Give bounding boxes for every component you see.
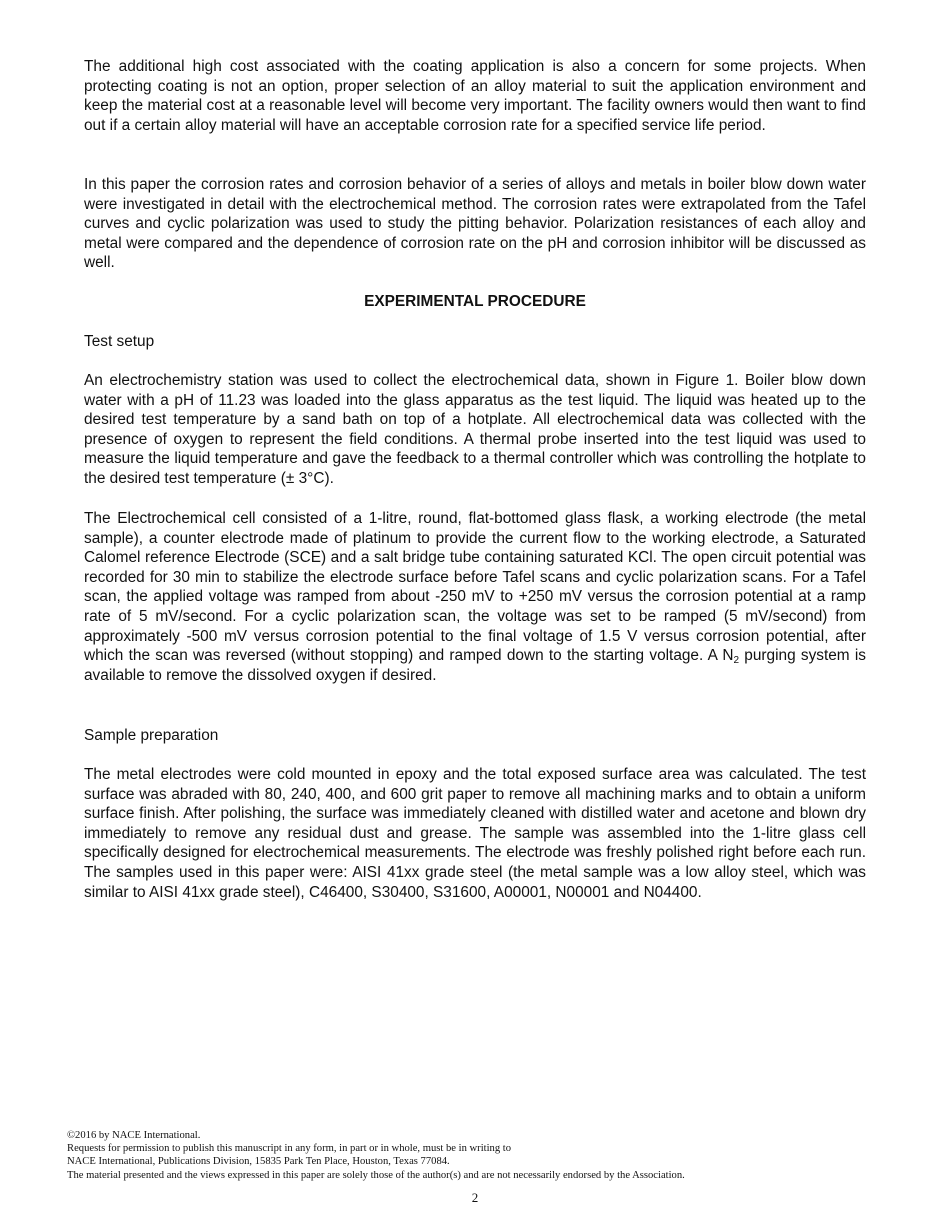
paragraph-text-part: The Electrochemical cell consisted of a 1-litre, round, flat-bottomed glass flask, a working electrode (the metal sample), a counter electrode made of platinum to provide the current flow to the working electrode, a Saturated Calomel reference Electrode (SCE) and a salt bridge tube containing saturated KCl. The open circuit potential was recorded for 30 min to stabilize the electrode surface before Tafel scans and cyclic polarization scans. For a Tafel scan, the applied voltage was ramped from about -250 mV to +250 mV versus the corrosion potential at a ramp rate of 5 mV/second. For a cyclic polarization scan, the voltage was set to be ramped (5 mV/second) from approximately -500 mV versus corrosion potential to the final voltage of 1.5 V versus corrosion potential, after which the scan was reversed (without stopping) and ramped down to the starting voltage. A N: [84, 510, 866, 665]
paragraph-text: [84, 509, 866, 685]
footer-line: ©2016 by NACE International.: [67, 1130, 201, 1141]
paragraph-coating-cost: [84, 57, 866, 135]
paragraph-text-part: purging system is available to remove the dissolved oxygen if desired.: [84, 647, 866, 684]
paragraph-sample-preparation: [84, 765, 866, 902]
page-number: 2: [471, 1190, 479, 1205]
footer-line: The material presented and the views expressed in this paper are solely those of the author(s) and are not necessarily endorsed by the Association.: [67, 1169, 685, 1181]
copyright-footer: [67, 1129, 887, 1182]
paragraph-text: An electrochemistry station was used to collect the electrochemical data, shown in Figure 1. Boiler blow down water with a pH of 11.23 was loaded into the glass apparatus as the test liquid. The liquid was heated up to the desired test temperature by a sand bath on top of a hotplate. All electrochemical data was collected with the presence of oxygen to represent the field conditions. A thermal probe inserted into the test liquid was used to measure the liquid temperature and gave the feedback to a thermal controller which was controlling the hotplate to the desired test temperature (± 3°C).: [84, 372, 866, 487]
paragraph-text: In this paper the corrosion rates and corrosion behavior of a series of alloys and metals in boiler blow down water were investigated in detail with the electrochemical method. The corrosion rates were extrapolated from the Tafel curves and cyclic polarization was used to study the pitting behavior. Polarization resistances of each alloy and metal were compared and the dependence of corrosion rate on the pH and corrosion inhibitor will be discussed as well.: [84, 176, 866, 272]
subheading-sample-preparation: Sample preparation: [84, 727, 219, 744]
footer-line: NACE International, Publications Division, 15835 Park Ten Place, Houston, Texas 77084.: [67, 1156, 450, 1168]
section-heading-experimental: EXPERIMENTAL PROCEDURE: [364, 293, 586, 310]
paragraph-electrochemical-cell: [84, 509, 866, 685]
paragraph-paper-scope: [84, 175, 866, 273]
paragraph-text: The metal electrodes were cold mounted in epoxy and the total exposed surface area was calculated. The test surface was abraded with 80, 240, 400, and 600 grit paper to remove all machining marks and to obtain a uniform surface finish. After polishing, the surface was immediately cleaned with distilled water and acetone and blown dry immediately to remove any residual dust and grease. The sample was assembled into the 1-litre glass cell specifically designed for electrochemical measurements. The electrode was freshly polished right before each run. The samples used in this paper were: AISI 41xx grade steel (the metal sample was a low alloy steel, which was similar to AISI 41xx grade steel), C46400, S30400, S31600, A00001, N00001 and N04400.: [84, 766, 866, 901]
subscript: 2: [733, 655, 740, 667]
paragraph-text: The additional high cost associated with the coating application is also a concern for some projects. When protecting coating is not an option, proper selection of an alloy material to suit the application environment and keep the material cost at a reasonable level will become very important. The facility owners would then want to find out if a certain alloy material will have an acceptable corrosion rate for a specified service life period.: [84, 58, 866, 134]
paragraph-electrochemistry-station: [84, 371, 866, 489]
footer-line: Requests for permission to publish this manuscript in any form, in part or in whole, must be in writing to: [67, 1143, 512, 1155]
subheading-test-setup: Test setup: [84, 333, 155, 350]
